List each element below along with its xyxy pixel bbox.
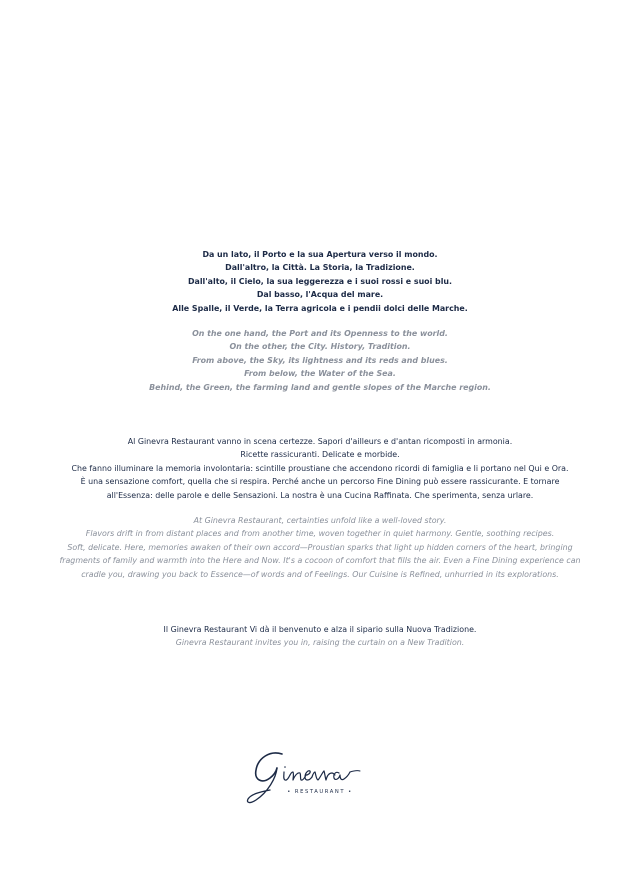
body-it-line: Ricette rassicuranti. Delicate e morbide. bbox=[240, 450, 400, 460]
body-en-line: Soft, delicate. Here, memories awaken of their own accord—Proustian sparks that light up hidden corners of the heart, bringing bbox=[67, 542, 573, 552]
intro-it-line: Alle Spalle, il Verde, la Terra agricola e i pendii dolci delle Marche. bbox=[172, 303, 468, 313]
intro-it-line: Dall'alto, il Cielo, la sua leggerezza e i suoi rossi e suoi blu. bbox=[187, 276, 453, 286]
intro-it-line: Dall'altro, la Città. La Storia, la Tradizione. bbox=[225, 263, 415, 273]
welcome-english: Ginevra Restaurant invites you in, raising the curtain on a New Tradition. bbox=[175, 638, 465, 648]
logo-dot-right: • bbox=[348, 789, 353, 795]
ginevra-logo bbox=[240, 748, 400, 810]
body-it-line: È una sensazione comfort, quella che si respira. Perché anche un percorso Fine Dining può essere rassicurante. E tornare bbox=[80, 477, 560, 487]
body-en-line: At Ginevra Restaurant, certainties unfold like a well-loved story. bbox=[193, 516, 447, 525]
intro-it-line: Dal basso, l'Acqua del mare. bbox=[256, 290, 384, 300]
intro-en-line: From above, the Sky, its lightness and its reds and blues. bbox=[192, 355, 448, 365]
welcome-italian: Il Ginevra Restaurant Vi dà il benvenuto e alza il sipario sulla Nuova Tradizione. bbox=[163, 625, 477, 634]
intro-it-line: Da un lato, il Porto e la sua Apertura verso il mondo. bbox=[202, 250, 438, 259]
body-it-line: all'Essenza: delle parole e delle Sensazioni. La nostra è una Cucina Raffinata. Che sperimenta, senza urlare. bbox=[106, 490, 534, 500]
body-en-line: fragments of family and warmth into the Here and Now. It's a cocoon of comfort that fills the air. Even a Fine Dining experience can bbox=[59, 556, 581, 566]
ginevra-script-wordmark bbox=[240, 748, 400, 810]
logo-dot-left: • bbox=[287, 789, 292, 795]
intro-en-line: From below, the Water of the Sea. bbox=[244, 369, 396, 379]
intro-en-line: Behind, the Green, the farming land and gentle slopes of the Marche region. bbox=[149, 382, 491, 392]
welcome-block bbox=[0, 623, 640, 650]
logo-subtitle-text: RESTAURANT bbox=[294, 789, 346, 795]
body-it-line: Che fanno illuminare la memoria involontaria: scintille proustiane che accendono ricordi di famiglia e li portano nel Qui e Ora. bbox=[71, 463, 569, 473]
intro-english bbox=[0, 327, 640, 394]
intro-en-line: On the one hand, the Port and its Openness to the world. bbox=[192, 329, 448, 338]
body-en-line: cradle you, drawing you back to Essence—of words and of Feelings. Our Cuisine is Refined, unhurried in its explorations. bbox=[81, 569, 559, 579]
body-en-line: Flavors drift in from distant places and from another time, woven together in quiet harmony. Gentle, soothing recipes. bbox=[85, 529, 555, 539]
logo-subtitle bbox=[0, 789, 640, 795]
intro-en-line: On the other, the City. History, Tradition. bbox=[229, 342, 411, 352]
body-english bbox=[0, 514, 640, 581]
intro-italian bbox=[0, 248, 640, 315]
body-italian bbox=[0, 435, 640, 502]
body-it-line: Al Ginevra Restaurant vanno in scena certezze. Sapori d'ailleurs e d'antan ricomposti in armonia. bbox=[127, 437, 513, 446]
